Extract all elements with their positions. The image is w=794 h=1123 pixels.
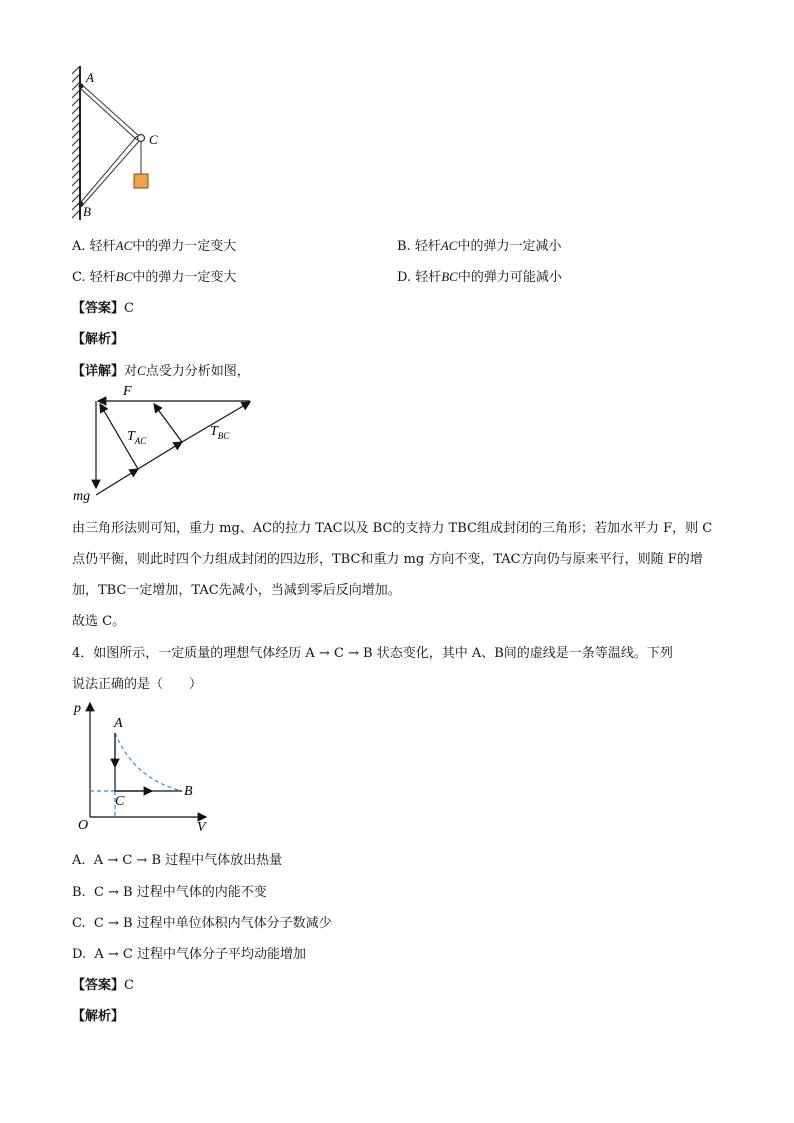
label-v: V <box>197 820 206 835</box>
label-c: C <box>149 132 158 147</box>
force-diagram <box>70 380 260 505</box>
q3-detail-var: C <box>137 363 146 378</box>
label-b: B <box>184 784 193 799</box>
q4-option-c-label: C. <box>72 916 86 931</box>
q3-option-c-suffix: 中的弹力一定变大 <box>132 270 237 285</box>
pv-diagram <box>72 695 222 835</box>
q3-answer-label: 【答案】 <box>72 301 125 316</box>
force-tbc-arrow-middle <box>138 442 182 469</box>
q3-option-a-prefix: A. 轻杆 <box>72 239 116 254</box>
q4-option-d-text: A → C 过程中气体分子平均动能增加 <box>94 947 306 962</box>
q3-explanation-line3: 加，TBC一定增加，TAC先减小，当减到零后反向增加。 <box>72 583 401 598</box>
pin-a <box>79 84 84 89</box>
isotherm-curve <box>115 733 182 791</box>
q4-answer-label: 【答案】 <box>72 978 125 993</box>
q4-stem-line1: 4．如图所示，一定质量的理想气体经历 A → C → B 状态变化，其中 A、B间的虚线是一条等温线。下列 <box>72 646 673 661</box>
label-c: C <box>115 794 125 809</box>
force-tac-arrow-2 <box>154 404 182 442</box>
q3-answer <box>72 297 134 316</box>
q3-option-c <box>72 266 236 285</box>
label-o: O <box>78 818 89 833</box>
q3-explanation-line2: 点仍平衡，则此时四个力组成封闭的四边形，TBC和重力 mg 方向不变，TAC方向仍与原来平行，则随 F的增 <box>72 552 703 567</box>
q3-detail <box>72 360 250 379</box>
label-p: p <box>74 701 81 716</box>
q3-option-b-prefix: B. 轻杆 <box>397 239 441 254</box>
q3-option-b-suffix: 中的弹力一定减小 <box>457 239 562 254</box>
q3-option-c-var: BC <box>115 269 133 284</box>
q3-conclusion: 故选 C。 <box>72 614 126 629</box>
label-b: B <box>83 204 91 219</box>
q4-option-a <box>72 849 282 868</box>
q4-option-a-label: A. <box>72 853 86 868</box>
q4-analysis-label: 【解析】 <box>72 1009 125 1024</box>
q3-explanation-line1: 由三角形法则可知，重力 mg、AC的拉力 TAC以及 BC的支持力 TBC组成封闭的三角形；若加水平力 F，则 C <box>72 521 713 536</box>
q4-option-b-label: B. <box>72 885 86 900</box>
label-tbc: $T_{BC}$ <box>210 424 230 441</box>
force-tbc-arrow-lower <box>96 469 138 495</box>
q3-option-a-suffix: 中的弹力一定变大 <box>132 239 237 254</box>
q4-stem-line2: 说法正确的是（ ） <box>72 677 203 692</box>
q3-option-a <box>72 235 236 254</box>
wall-hatching <box>72 66 80 220</box>
q3-option-d-suffix: 中的弹力可能减小 <box>457 270 562 285</box>
label-f: F <box>123 384 132 399</box>
q4-option-b <box>72 881 267 900</box>
hanging-block <box>134 174 148 188</box>
q4-option-d <box>72 943 306 962</box>
q4-option-d-label: D. <box>72 947 87 962</box>
pin-c <box>138 135 145 142</box>
q3-detail-pre: 对 <box>124 364 138 379</box>
q3-option-a-var: AC <box>115 238 133 253</box>
q4-option-c <box>72 912 332 931</box>
label-a: A <box>86 70 94 85</box>
q4-option-a-text: A → C → B 过程中气体放出热量 <box>93 853 283 868</box>
q3-detail-post: 点受力分析如图， <box>145 364 250 379</box>
q3-analysis-label: 【解析】 <box>72 332 125 347</box>
rod-bc <box>81 136 140 207</box>
q3-option-b <box>397 235 561 254</box>
label-tac: $T_{AC}$ <box>127 429 147 446</box>
q4-answer <box>72 974 134 993</box>
q4-answer-value: C <box>124 978 134 993</box>
rod-ac <box>81 84 139 140</box>
label-a: A <box>114 716 123 731</box>
q3-option-d-prefix: D. 轻杆 <box>397 270 442 285</box>
q3-answer-value: C <box>124 301 134 316</box>
q3-option-d <box>397 266 562 285</box>
q3-option-d-var: BC <box>441 269 458 284</box>
rod-wall-figure <box>66 64 166 224</box>
q3-option-b-var: AC <box>440 238 458 253</box>
q4-option-c-text: C → B 过程中单位体积内气体分子数减少 <box>93 916 332 931</box>
q4-option-b-text: C → B 过程中气体的内能不变 <box>93 885 267 900</box>
label-mg: mg <box>73 489 91 504</box>
q3-option-c-prefix: C. 轻杆 <box>72 270 116 285</box>
q3-detail-label: 【详解】 <box>72 364 125 379</box>
